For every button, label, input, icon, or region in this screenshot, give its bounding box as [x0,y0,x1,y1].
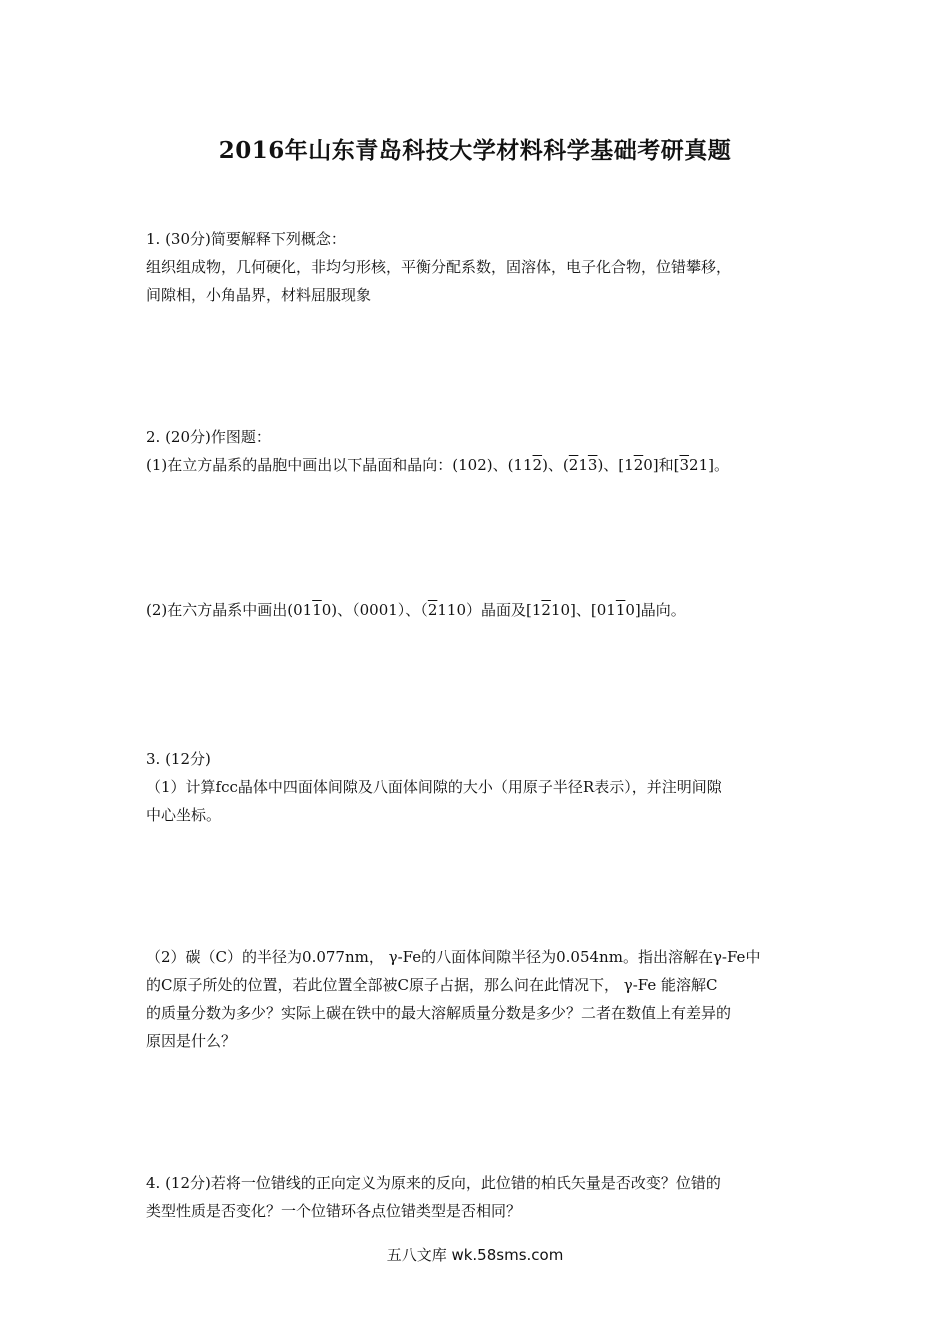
overbar-digit: 3 [587,456,598,474]
question-3 [146,745,810,829]
overbar-digit: 1 [312,601,322,619]
page-footer: 五八文库 wk.58sms.com [386,1246,564,1264]
question-4-text-line: 类型性质是否变化？一个位错环各点位错类型是否相同？ [146,1202,522,1220]
text-run: 1 [578,456,588,474]
overbar-digit: 3 [679,456,690,474]
text-run: 21]。 [689,456,729,474]
question-1-text-line: 组织组成物，几何硬化，非均匀形核，平衡分配系数，固溶体，电子化合物，位错攀移， [146,258,732,276]
question-3-part-2 [146,943,810,1055]
text-run: (1)在立方晶系的晶胞中画出以下晶面和晶向：(102)、(11 [146,456,533,474]
overbar-digit: 2 [568,456,579,474]
text-run: (2)在六方晶系中画出(01 [146,601,313,619]
question-3-text-line: 的质量分数为多少？实际上碳在铁中的最大溶解质量分数是多少？二者在数值上有差异的 [146,1004,732,1022]
text-run: )、[1 [597,456,634,474]
text-run: 0]晶向。 [625,601,686,619]
overbar-digit: 2 [633,456,644,474]
question-3-text-line: 的C原子所处的位置，若此位置全部被C原子占据，那么问在此情况下， γ-Fe 能溶解C [146,976,718,994]
question-2-part-2 [146,596,810,624]
overbar-digit: 2 [541,601,551,619]
question-2-part-1 [146,451,810,479]
overbar-digit: 1 [615,601,626,619]
question-3-text-line: 中心坐标。 [146,806,222,824]
question-3-text-line: （1）计算fcc晶体中四面体间隙及八面体间隙的大小（用原子半径R表示），并注明间隙 [146,778,722,796]
question-4 [146,1169,810,1225]
question-1-header: 1. (30分)简要解释下列概念： [146,230,346,248]
question-2-header: 2. (20分)作图题： [146,428,271,446]
question-2 [146,423,810,479]
question-1 [146,225,810,309]
page-title: 2016年山东青岛科技大学材料科学基础考研真题 [218,137,732,164]
text-run: 110）晶面及[1 [437,601,542,619]
text-run: 0)、（0001）、（ [321,601,428,619]
text-run: 0]和[ [643,456,680,474]
question-3-text-line: 原因是什么？ [146,1032,237,1050]
question-3-header: 3. (12分) [146,750,211,768]
question-3-text-line: （2）碳（C）的半径为0.077nm， γ-Fe的八面体间隙半径为0.054nm。指出溶解在γ-Fe中 [146,948,761,966]
text-run: 10]、[01 [550,601,616,619]
overbar-digit: 2 [532,456,543,474]
question-4-text-line: 4. (12分)若将一位错线的正向定义为原来的反向，此位错的柏氏矢量是否改变？位错的 [146,1174,721,1192]
overbar-digit: 2 [427,601,438,619]
question-1-text-line: 间隙相，小角晶界，材料屈服现象 [146,286,372,304]
text-run: )、( [542,456,569,474]
question-2-part-2-line [146,596,810,624]
